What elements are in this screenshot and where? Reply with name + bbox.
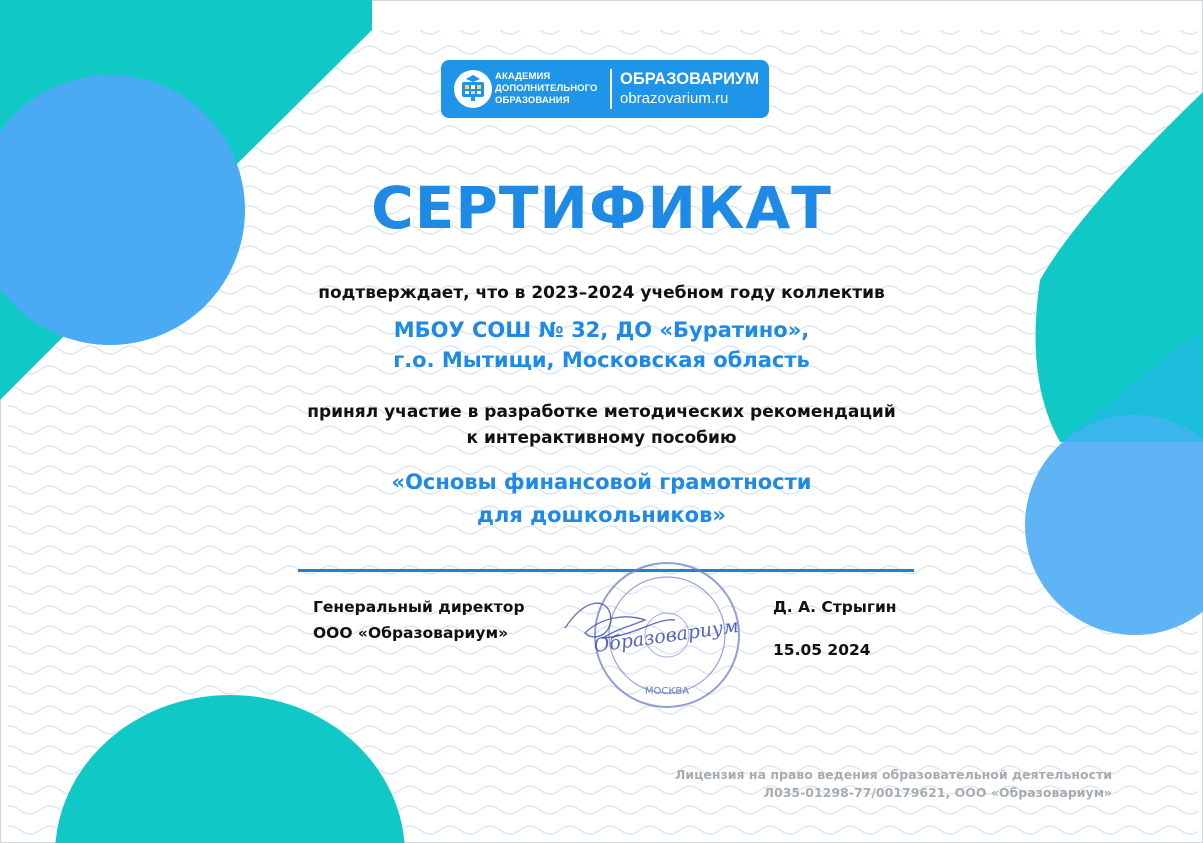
participation-line-1: принял участие в разработке методических рекомендаций: [307, 402, 896, 422]
license-line-2: Л035-01298-77/00179621, ООО «Образовариум»: [763, 785, 1112, 800]
company-stamp: [555, 558, 770, 713]
license-line-1: Лицензия на право ведения образовательной деятельности: [675, 767, 1112, 782]
academy-board-icon: [453, 69, 493, 109]
organization-line-2: г.о. Мытищи, Московская область: [393, 348, 810, 372]
manual-title-line-2: для дошкольников»: [477, 503, 726, 527]
issue-date: 15.05 2024: [773, 641, 871, 659]
director-position-line-1: Генеральный директор: [313, 598, 525, 616]
director-position-line-2: ООО «Образовариум»: [313, 624, 509, 642]
participation-line-2: к интерактивному пособию: [466, 428, 737, 448]
stamp-city: МОСКВА: [644, 686, 690, 697]
academy-name-line-1: АКАДЕМИЯ: [495, 71, 551, 82]
logo-divider: [610, 69, 612, 109]
director-name: Д. А. Стрыгин: [773, 598, 897, 616]
certificate-title: СЕРТИФИКАТ: [371, 174, 832, 242]
confirm-text: подтверждает, что в 2023–2024 учебном году коллектив: [318, 283, 885, 303]
brand-name: ОБРАЗОВАРИУМ: [620, 70, 760, 88]
organization-line-1: МБОУ СОШ № 32, ДО «Буратино»,: [393, 318, 810, 342]
stamp-name: Образовариум: [592, 615, 741, 658]
academy-name: [495, 71, 605, 107]
license-info: [675, 766, 1112, 802]
academy-name-line-3: ОБРАЗОВАНИЯ: [495, 95, 570, 106]
academy-name-line-2: ДОПОЛНИТЕЛЬНОГО: [495, 83, 598, 94]
brand-url: obrazovarium.ru: [620, 90, 729, 107]
manual-title-line-1: «Основы финансовой грамотности: [391, 470, 812, 494]
academy-logo-badge: [441, 60, 769, 118]
